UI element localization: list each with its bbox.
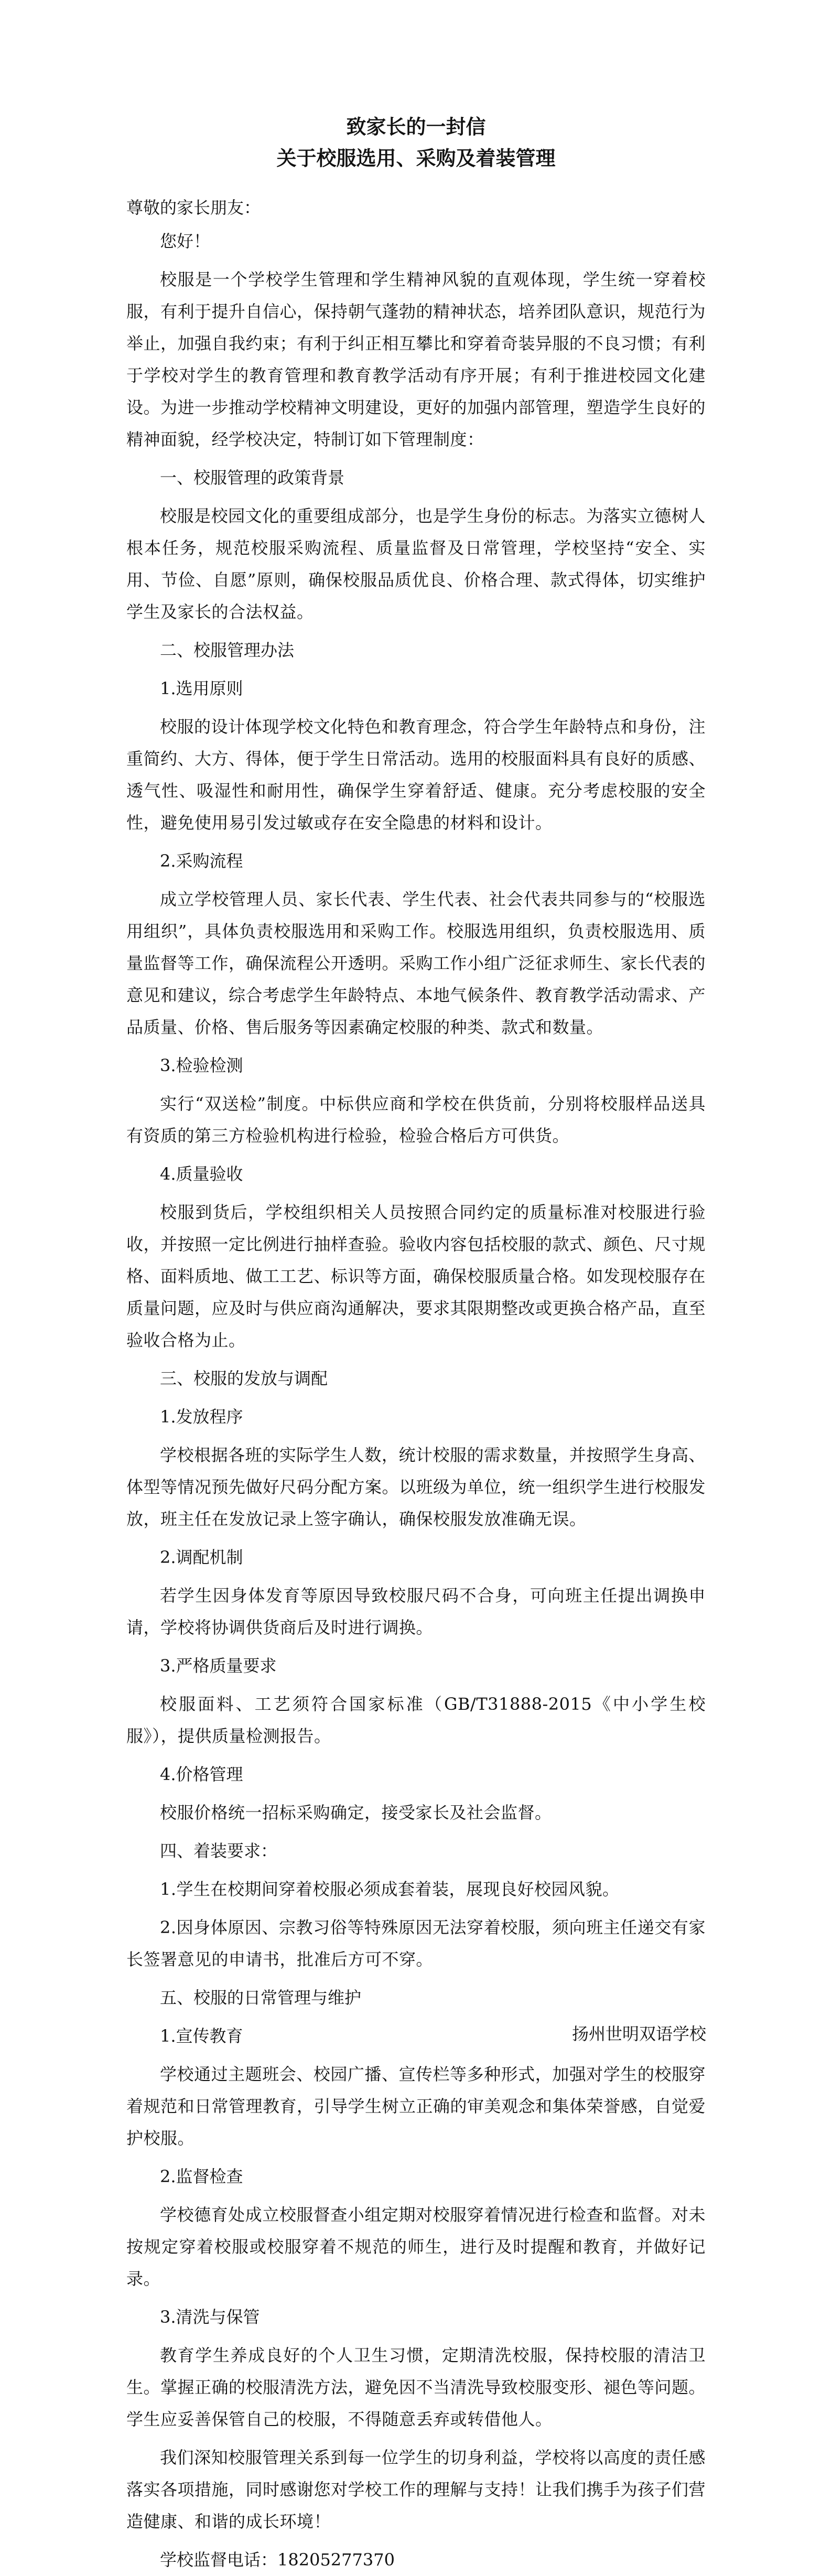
section-3-4-paragraph: 校服价格统一招标采购确定，接受家长及社会监督。: [160, 1803, 552, 1823]
section-3-1-title: 1.发放程序: [160, 1407, 243, 1427]
section-5-1-title: 1.宣传教育: [160, 2026, 243, 2046]
letter-subtitle: 关于校服选用、采购及着装管理: [276, 146, 556, 170]
section-3-title: 三、校服的发放与调配: [160, 1368, 328, 1388]
section-3-2-title: 2.调配机制: [160, 1547, 243, 1567]
greeting: 您好！: [160, 231, 211, 251]
section-5-title: 五、校服的日常管理与维护: [160, 1988, 362, 2008]
section-1-title: 一、校服管理的政策背景: [160, 468, 345, 488]
school-signature: 扬州世明双语学校: [571, 2024, 706, 2044]
section-2-4-paragraph: 校服到货后，学校组织相关人员按照合同约定的质量标准对校服进行验收，并按照一定比例进行抽样查验。验收内容包括校服的款式、颜色、尺寸规格、面料质地、做工工艺、标识等方面，确保校服质量合格。如发现校服存在质量问题，应及时与供应商沟通解决，要求其限期整改或更换合格产品，直至验收合格为止。: [126, 1202, 706, 1350]
section-5-2-paragraph: 学校德育处成立校服督查小组定期对校服穿着情况进行检查和监督。对未按规定穿着校服或校服穿着不规范的师生，进行及时提醒和教育，并做好记录。: [126, 2205, 706, 2289]
section-3-2-paragraph: 若学生因身体发育等原因导致校服尺码不合身，可向班主任提出调换申请，学校将协调供货商后及时进行调换。: [126, 1586, 706, 1637]
section-4-title: 四、着装要求：: [160, 1841, 278, 1861]
section-2-3-title: 3.检验检测: [160, 1055, 243, 1075]
closing-paragraph: 我们深知校服管理关系到每一位学生的切身利益，学校将以高度的责任感落实各项措施，同时感谢您对学校工作的理解与支持！让我们携手为孩子们营造健康、和谐的成长环境！: [126, 2448, 706, 2531]
section-2-title: 二、校服管理办法: [160, 640, 295, 660]
section-2-2-title: 2.采购流程: [160, 851, 243, 871]
section-3-3-title: 3.严格质量要求: [160, 1656, 277, 1676]
section-4-item-1: 1.学生在校期间穿着校服必须成套着装，展现良好校园风貌。: [160, 1879, 620, 1899]
section-1-paragraph: 校服是校园文化的重要组成部分，也是学生身份的标志。为落实立德树人根本任务，规范校服采购流程、质量监督及日常管理，学校坚持“安全、实用、节俭、自愿”原则，确保校服品质优良、价格合理、款式得体，切实维护学生及家长的合法权益。: [126, 506, 706, 622]
intro-paragraph: 校服是一个学校学生管理和学生精神风貌的直观体现，学生统一穿着校服，有利于提升自信心，保持朝气蓬勃的精神状态，培养团队意识，规范行为举止，加强自我约束；有利于纠正相互攀比和穿着奇装异服的不良习惯；有利于学校对学生的教育管理和教育教学活动有序开展；有利于推进校园文化建设。为进一步推动学校精神文明建设，更好的加强内部管理，塑造学生良好的精神面貌，经学校决定，特制订如下管理制度：: [126, 270, 706, 449]
section-5-2-title: 2.监督检查: [160, 2167, 243, 2186]
section-2-1-title: 1.选用原则: [160, 678, 243, 698]
section-3-4-title: 4.价格管理: [160, 1764, 243, 1784]
section-2-2-paragraph: 成立学校管理人员、家长代表、学生代表、社会代表共同参与的“校服选用组织”，具体负责校服选用和采购工作。校服选用组织，负责校服选用、质量监督等工作，确保流程公开透明。采购工作小组广泛征求师生、家长代表的意见和建议，综合考虑学生年龄特点、本地气候条件、教育教学活动需求、产品质量、价格、售后服务等因素确定校服的种类、款式和数量。: [126, 889, 706, 1037]
section-2-4-title: 4.质量验收: [160, 1164, 243, 1184]
section-3-3-paragraph: 校服面料、工艺须符合国家标准（GB/T31888-2015《中小学生校服》），提供质量检测报告。: [126, 1694, 706, 1746]
salutation: 尊敬的家长朋友：: [126, 198, 261, 218]
section-4-item-2: 2.因身体原因、宗教习俗等特殊原因无法穿着校服，须向班主任递交有家长签署意见的申请书，批准后方可不穿。: [126, 1917, 706, 1969]
section-2-3-paragraph: 实行“双送检”制度。中标供应商和学校在供货前，分别将校服样品送具有资质的第三方检验机构进行检验，检验合格后方可供货。: [126, 1094, 706, 1146]
section-5-3-title: 3.清洗与保管: [160, 2307, 260, 2327]
section-3-1-paragraph: 学校根据各班的实际学生人数，统计校服的需求数量，并按照学生身高、体型等情况预先做好尺码分配方案。以班级为单位，统一组织学生进行校服发放，班主任在发放记录上签字确认，确保校服发放准确无误。: [126, 1445, 706, 1529]
supervision-phone: 学校监督电话：18205277370: [160, 2550, 395, 2570]
section-5-1-paragraph: 学校通过主题班会、校园广播、宣传栏等多种形式，加强对学生的校服穿着规范和日常管理教育，引导学生树立正确的审美观念和集体荣誉感，自觉爱护校服。: [126, 2064, 706, 2148]
letter-title: 致家长的一封信: [346, 115, 486, 138]
section-5-3-paragraph: 教育学生养成良好的个人卫生习惯，定期清洗校服，保持校服的清洁卫生。掌握正确的校服清洗方法，避免因不当清洗导致校服变形、褪色等问题。学生应妥善保管自己的校服，不得随意丢弃或转借他人。: [126, 2345, 706, 2429]
section-2-1-paragraph: 校服的设计体现学校文化特色和教育理念，符合学生年龄特点和身份，注重简约、大方、得体，便于学生日常活动。选用的校服面料具有良好的质感、透气性、吸湿性和耐用性，确保学生穿着舒适、健康。充分考虑校服的安全性，避免使用易引发过敏或存在安全隐患的材料和设计。: [126, 717, 706, 833]
